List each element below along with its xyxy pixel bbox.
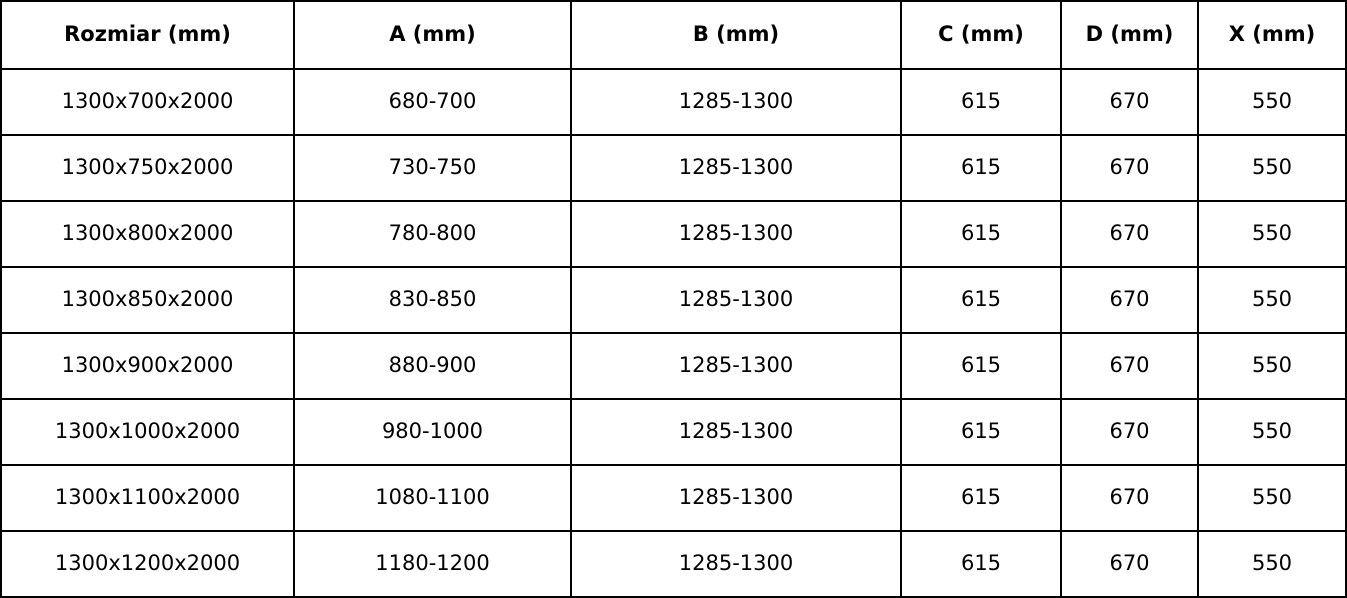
cell-size: 1300x700x2000 bbox=[1, 69, 294, 135]
table-row bbox=[1, 135, 1346, 201]
column-header-a: A (mm) bbox=[294, 1, 571, 69]
table-body bbox=[1, 69, 1346, 597]
table-row bbox=[1, 267, 1346, 333]
cell-x: 550 bbox=[1198, 267, 1346, 333]
column-header-d: D (mm) bbox=[1061, 1, 1198, 69]
cell-d: 670 bbox=[1061, 201, 1198, 267]
cell-a: 780-800 bbox=[294, 201, 571, 267]
cell-c: 615 bbox=[901, 465, 1061, 531]
table-row bbox=[1, 69, 1346, 135]
cell-d: 670 bbox=[1061, 69, 1198, 135]
cell-x: 550 bbox=[1198, 399, 1346, 465]
cell-d: 670 bbox=[1061, 531, 1198, 597]
cell-d: 670 bbox=[1061, 267, 1198, 333]
cell-c: 615 bbox=[901, 333, 1061, 399]
cell-d: 670 bbox=[1061, 135, 1198, 201]
cell-d: 670 bbox=[1061, 399, 1198, 465]
cell-a: 730-750 bbox=[294, 135, 571, 201]
cell-x: 550 bbox=[1198, 531, 1346, 597]
cell-b: 1285-1300 bbox=[571, 69, 901, 135]
cell-size: 1300x1000x2000 bbox=[1, 399, 294, 465]
cell-x: 550 bbox=[1198, 201, 1346, 267]
cell-x: 550 bbox=[1198, 465, 1346, 531]
cell-size: 1300x1200x2000 bbox=[1, 531, 294, 597]
column-header-b: B (mm) bbox=[571, 1, 901, 69]
table-row bbox=[1, 399, 1346, 465]
cell-size: 1300x750x2000 bbox=[1, 135, 294, 201]
cell-a: 680-700 bbox=[294, 69, 571, 135]
cell-c: 615 bbox=[901, 267, 1061, 333]
cell-x: 550 bbox=[1198, 333, 1346, 399]
cell-b: 1285-1300 bbox=[571, 135, 901, 201]
cell-c: 615 bbox=[901, 135, 1061, 201]
cell-a: 880-900 bbox=[294, 333, 571, 399]
cell-c: 615 bbox=[901, 531, 1061, 597]
column-header-size: Rozmiar (mm) bbox=[1, 1, 294, 69]
cell-b: 1285-1300 bbox=[571, 399, 901, 465]
cell-x: 550 bbox=[1198, 69, 1346, 135]
cell-b: 1285-1300 bbox=[571, 201, 901, 267]
cell-d: 670 bbox=[1061, 465, 1198, 531]
cell-c: 615 bbox=[901, 201, 1061, 267]
table-row bbox=[1, 465, 1346, 531]
cell-a: 830-850 bbox=[294, 267, 571, 333]
cell-size: 1300x900x2000 bbox=[1, 333, 294, 399]
table-row bbox=[1, 531, 1346, 597]
cell-a: 1080-1100 bbox=[294, 465, 571, 531]
table-header-row bbox=[1, 1, 1346, 69]
table-row bbox=[1, 333, 1346, 399]
table-row bbox=[1, 201, 1346, 267]
cell-d: 670 bbox=[1061, 333, 1198, 399]
column-header-x: X (mm) bbox=[1198, 1, 1346, 69]
cell-c: 615 bbox=[901, 69, 1061, 135]
cell-size: 1300x1100x2000 bbox=[1, 465, 294, 531]
cell-b: 1285-1300 bbox=[571, 531, 901, 597]
cell-c: 615 bbox=[901, 399, 1061, 465]
cell-x: 550 bbox=[1198, 135, 1346, 201]
cell-b: 1285-1300 bbox=[571, 267, 901, 333]
cell-size: 1300x850x2000 bbox=[1, 267, 294, 333]
cell-b: 1285-1300 bbox=[571, 333, 901, 399]
cell-b: 1285-1300 bbox=[571, 465, 901, 531]
cell-a: 1180-1200 bbox=[294, 531, 571, 597]
cell-a: 980-1000 bbox=[294, 399, 571, 465]
cell-size: 1300x800x2000 bbox=[1, 201, 294, 267]
column-header-c: C (mm) bbox=[901, 1, 1061, 69]
table-header bbox=[1, 1, 1346, 69]
